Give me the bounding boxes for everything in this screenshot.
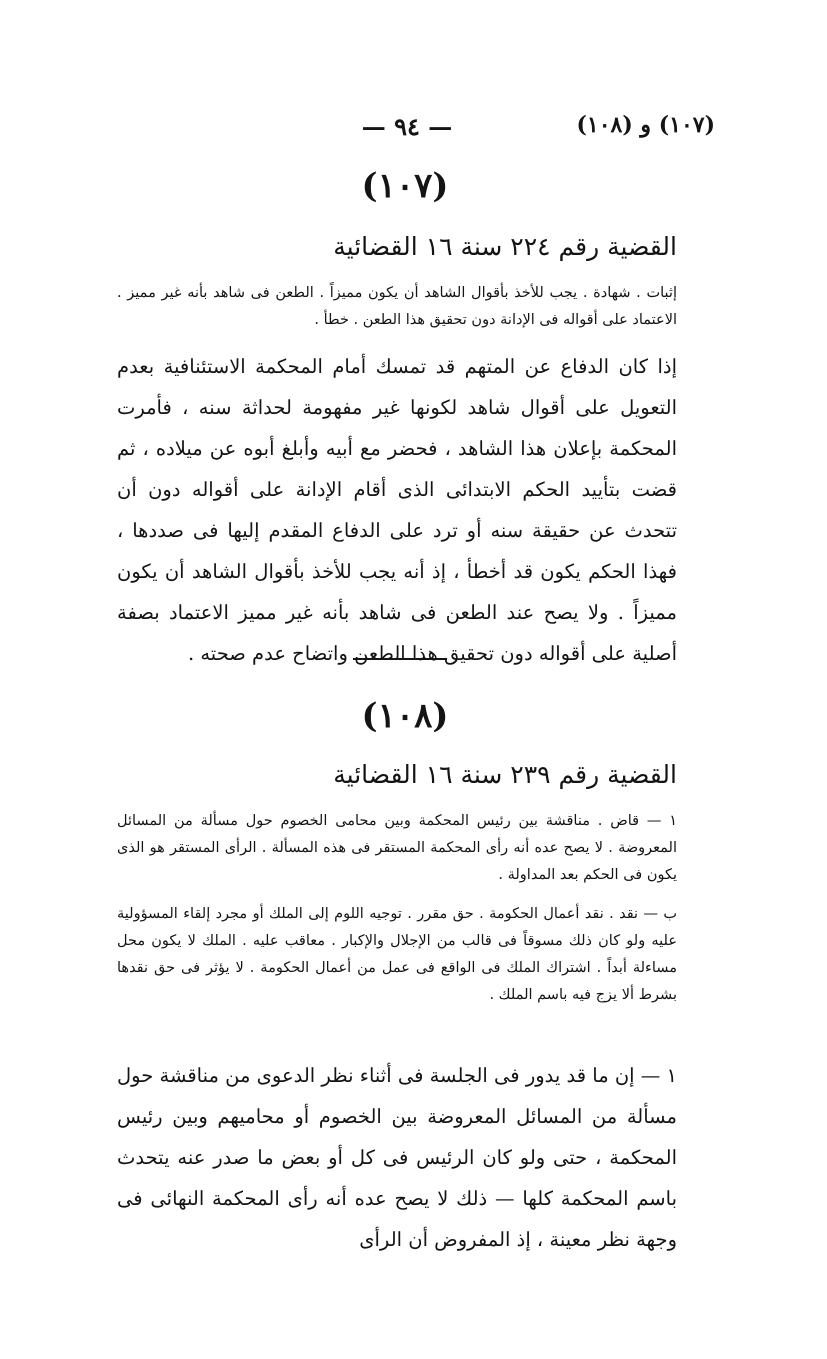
header-page-number: — ٩٤ — (361, 112, 453, 141)
case-title-108: القضية رقم ٢٣٩ سنة ١٦ القضائية (333, 760, 677, 789)
section-divider (353, 658, 447, 660)
case-title-107: القضية رقم ٢٢٤ سنة ١٦ القضائية (333, 232, 677, 261)
case-summary-108 (117, 808, 677, 1009)
case-number-107: (١٠٧) (361, 166, 449, 206)
case-summary-107 (117, 280, 677, 334)
body-paragraph: إذا كان الدفاع عن المتهم قد تمسك أمام المحكمة الاستئنافية بعدم التعويل على أقوال شاهد لكونها غير مفهومة لحداثة سنه ، فأمرت المحكمة بإعلان هذا الشاهد ، فحضر مع أبيه وأبلغ أبوه عن ميلاده ، ثم قضت بتأييد الحكم الابتدائى الذى أقام الإدانة على أقواله دون أن تتحدث عن حقيقة سنه أو ترد على الدفاع المقدم إليها فى صددها ، فهذا الحكم يكون قد أخطأ ، إذ أنه يجب للأخذ بأقوال الشاهد أن يكون مميزاً . ولا يصح عند الطعن فى شاهد بأنه غير مميز الاعتماد بصفة أصلية على أقواله دون تحقيق هذا الطعن واتضاح عدم صحته . (117, 355, 677, 665)
summary-paragraph-b: ب — نقد . نقد أعمال الحكومة . حق مقرر . توجيه اللوم إلى الملك أو مجرد إلقاء المسؤولية عليه ولو كان ذلك مسوقاً فى قالب من الإجلال والإكبار . معاقب عليه . الملك لا يكون محل مساءلة أبداً . اشتراك الملك فى الواقع فى عمل من أعمال الحكومة . لا يؤثر فى حق نقدها بشرط ألا يزج فيه باسم الملك . (117, 906, 677, 1003)
case-body-107 (117, 346, 677, 674)
summary-paragraph-a: ١ — قاض . مناقشة بين رئيس المحكمة وبين محامى الخصوم حول مسألة من المسائل المعروضة . لا يصح عده أنه رأى المحكمة المستقر فى هذه المسألة . الرأى المستقر هو الذى يكون فى الحكم بعد المداولة . (117, 813, 677, 883)
body-paragraph: ١ — إن ما قد يدور فى الجلسة فى أثناء نظر الدعوى من مناقشة حول مسألة من المسائل المعروضة بين الخصوم أو محاميهم وبين رئيس المحكمة ، حتى ولو كان الرئيس فى كل أو بعض ما صدر عنه يتحدث باسم المحكمة كلها — ذلك لا يصح عده أنه رأى المحكمة النهائى فى وجهة نظر معينة ، إذ المفروض أن الرأى (117, 1064, 677, 1251)
summary-paragraph: إثبات . شهادة . يجب للأخذ بأقوال الشاهد أن يكون مميزاً . الطعن فى شاهد بأنه غير مميز . الاعتماد على أقواله فى الإدانة دون تحقيق هذا الطعن . خطأ . (117, 285, 677, 328)
case-number-108: (١٠٨) (361, 696, 449, 736)
header-case-range: (١٠٧) و (١٠٨) (576, 112, 715, 138)
case-body-108 (117, 1055, 677, 1260)
